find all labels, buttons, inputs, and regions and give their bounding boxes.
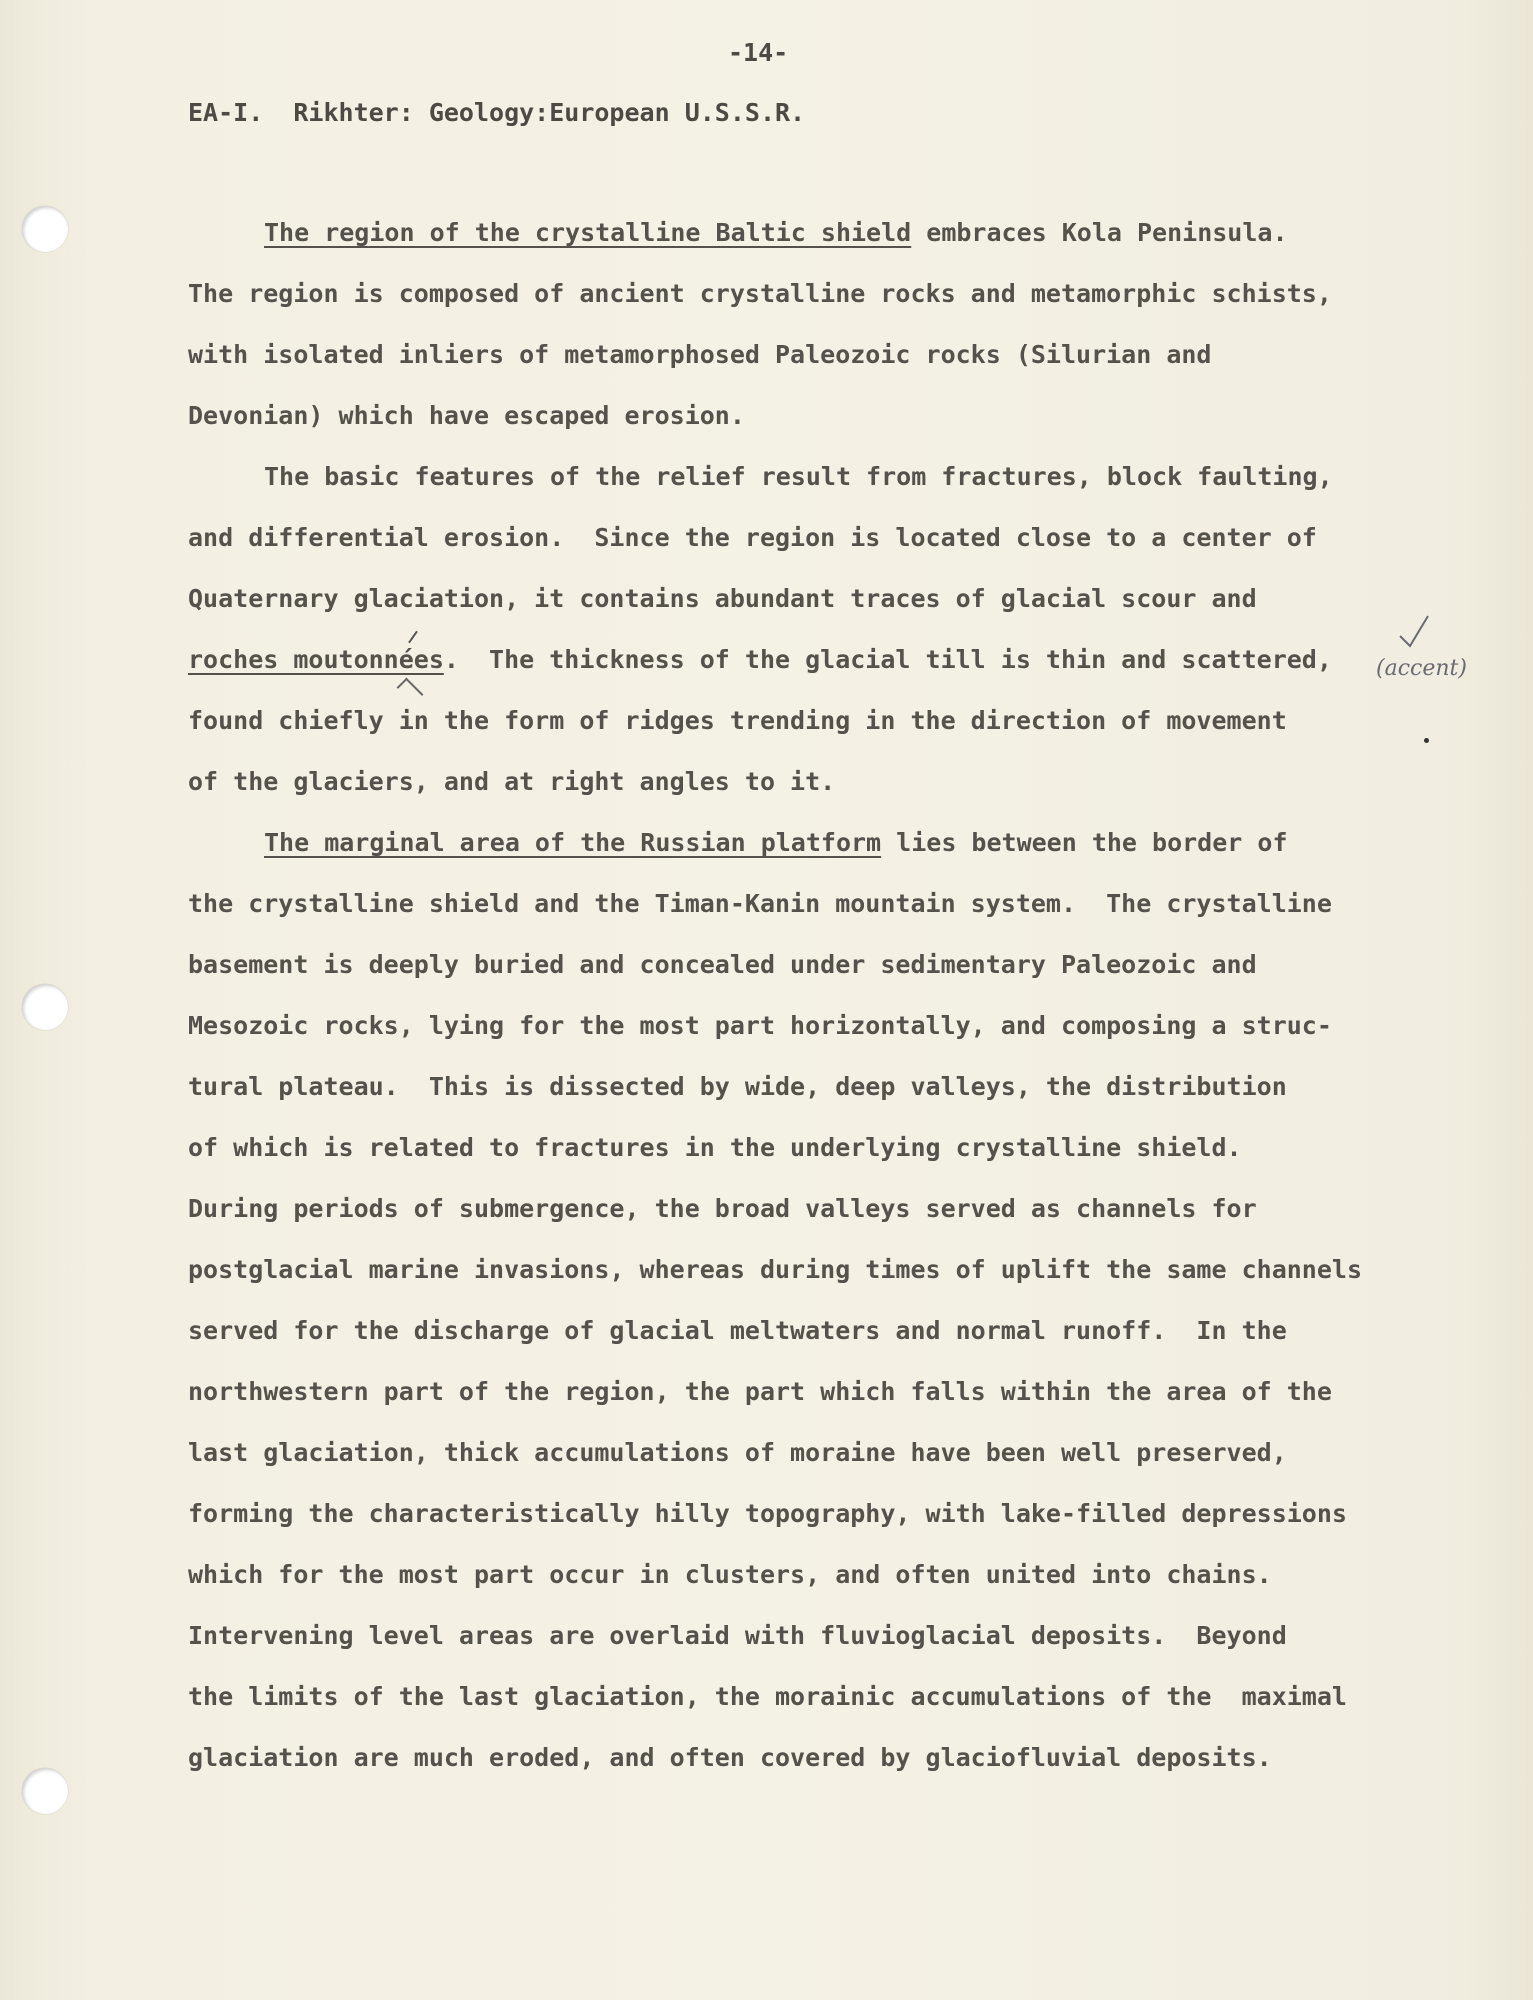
text-line: During periods of submergence, the broad valleys served as channels for [188,1194,1257,1223]
margin-note: (accent) [1376,656,1467,681]
underlined-phrase: The region of the crystalline Baltic shield [264,218,912,247]
underlined-phrase: The marginal area of the Russian platform [264,828,882,857]
text-line: the limits of the last glaciation, the morainic accumulations of the maximal [188,1682,1347,1711]
text-line: basement is deeply buried and concealed under sedimentary Paleozoic and [188,950,1257,979]
punch-hole [22,1768,68,1814]
page-number: -14- [728,38,789,67]
text-line: tural plateau. This is dissected by wide, deep valleys, the distribution [188,1072,1287,1101]
text-line: Intervening level areas are overlaid with fluvioglacial deposits. Beyond [188,1621,1287,1650]
document-header: EA-I. Rikhter: Geology:European U.S.S.R. [188,98,806,127]
handwritten-accent-mark [408,631,418,644]
text-line [264,828,1288,858]
text-line: The region is composed of ancient crystalline rocks and metamorphic schists, [188,279,1332,308]
text-line: northwestern part of the region, the part which falls within the area of the [188,1377,1332,1406]
text-line [188,645,1332,675]
line-text: lies between the border of [881,828,1288,857]
text-line: served for the discharge of glacial meltwaters and normal runoff. In the [188,1316,1287,1345]
text-line: postglacial marine invasions, whereas during times of uplift the same channels [188,1255,1362,1284]
handwritten-caret-mark [397,678,424,705]
text-line: Devonian) which have escaped erosion. [188,401,745,430]
text-line: forming the characteristically hilly topography, with lake-filled depressions [188,1499,1347,1528]
text-line: with isolated inliers of metamorphosed Paleozoic rocks (Silurian and [188,340,1212,369]
text-line: of which is related to fractures in the underlying crystalline shield. [188,1133,1242,1162]
text-line: which for the most part occur in clusters, and often united into chains. [188,1560,1272,1589]
text-line: the crystalline shield and the Timan-Kanin mountain system. The crystalline [188,889,1332,918]
text-line: found chiefly in the form of ridges trending in the direction of movement [188,706,1287,735]
text-line: last glaciation, thick accumulations of moraine have been well preserved, [188,1438,1287,1467]
punch-hole [22,984,68,1030]
punch-hole [22,206,68,252]
text-line: glaciation are much eroded, and often covered by glaciofluvial deposits. [188,1743,1272,1772]
text-line: of the glaciers, and at right angles to it. [188,767,836,796]
ink-dot [1424,738,1429,743]
text-line: Mesozoic rocks, lying for the most part horizontally, and composing a struc- [188,1011,1332,1040]
text-line [264,218,1288,248]
text-line: Quaternary glaciation, it contains abundant traces of glacial scour and [188,584,1257,613]
text-line: and differential erosion. Since the region is located close to a center of [188,523,1317,552]
line-text: embraces Kola Peninsula. [911,218,1288,247]
line-text: . The thickness of the glacial till is thin and scattered, [443,645,1332,674]
text-line: The basic features of the relief result from fractures, block faulting, [264,462,1333,491]
check-mark-icon [1396,612,1432,652]
underlined-phrase: roches moutonnées [188,645,444,674]
